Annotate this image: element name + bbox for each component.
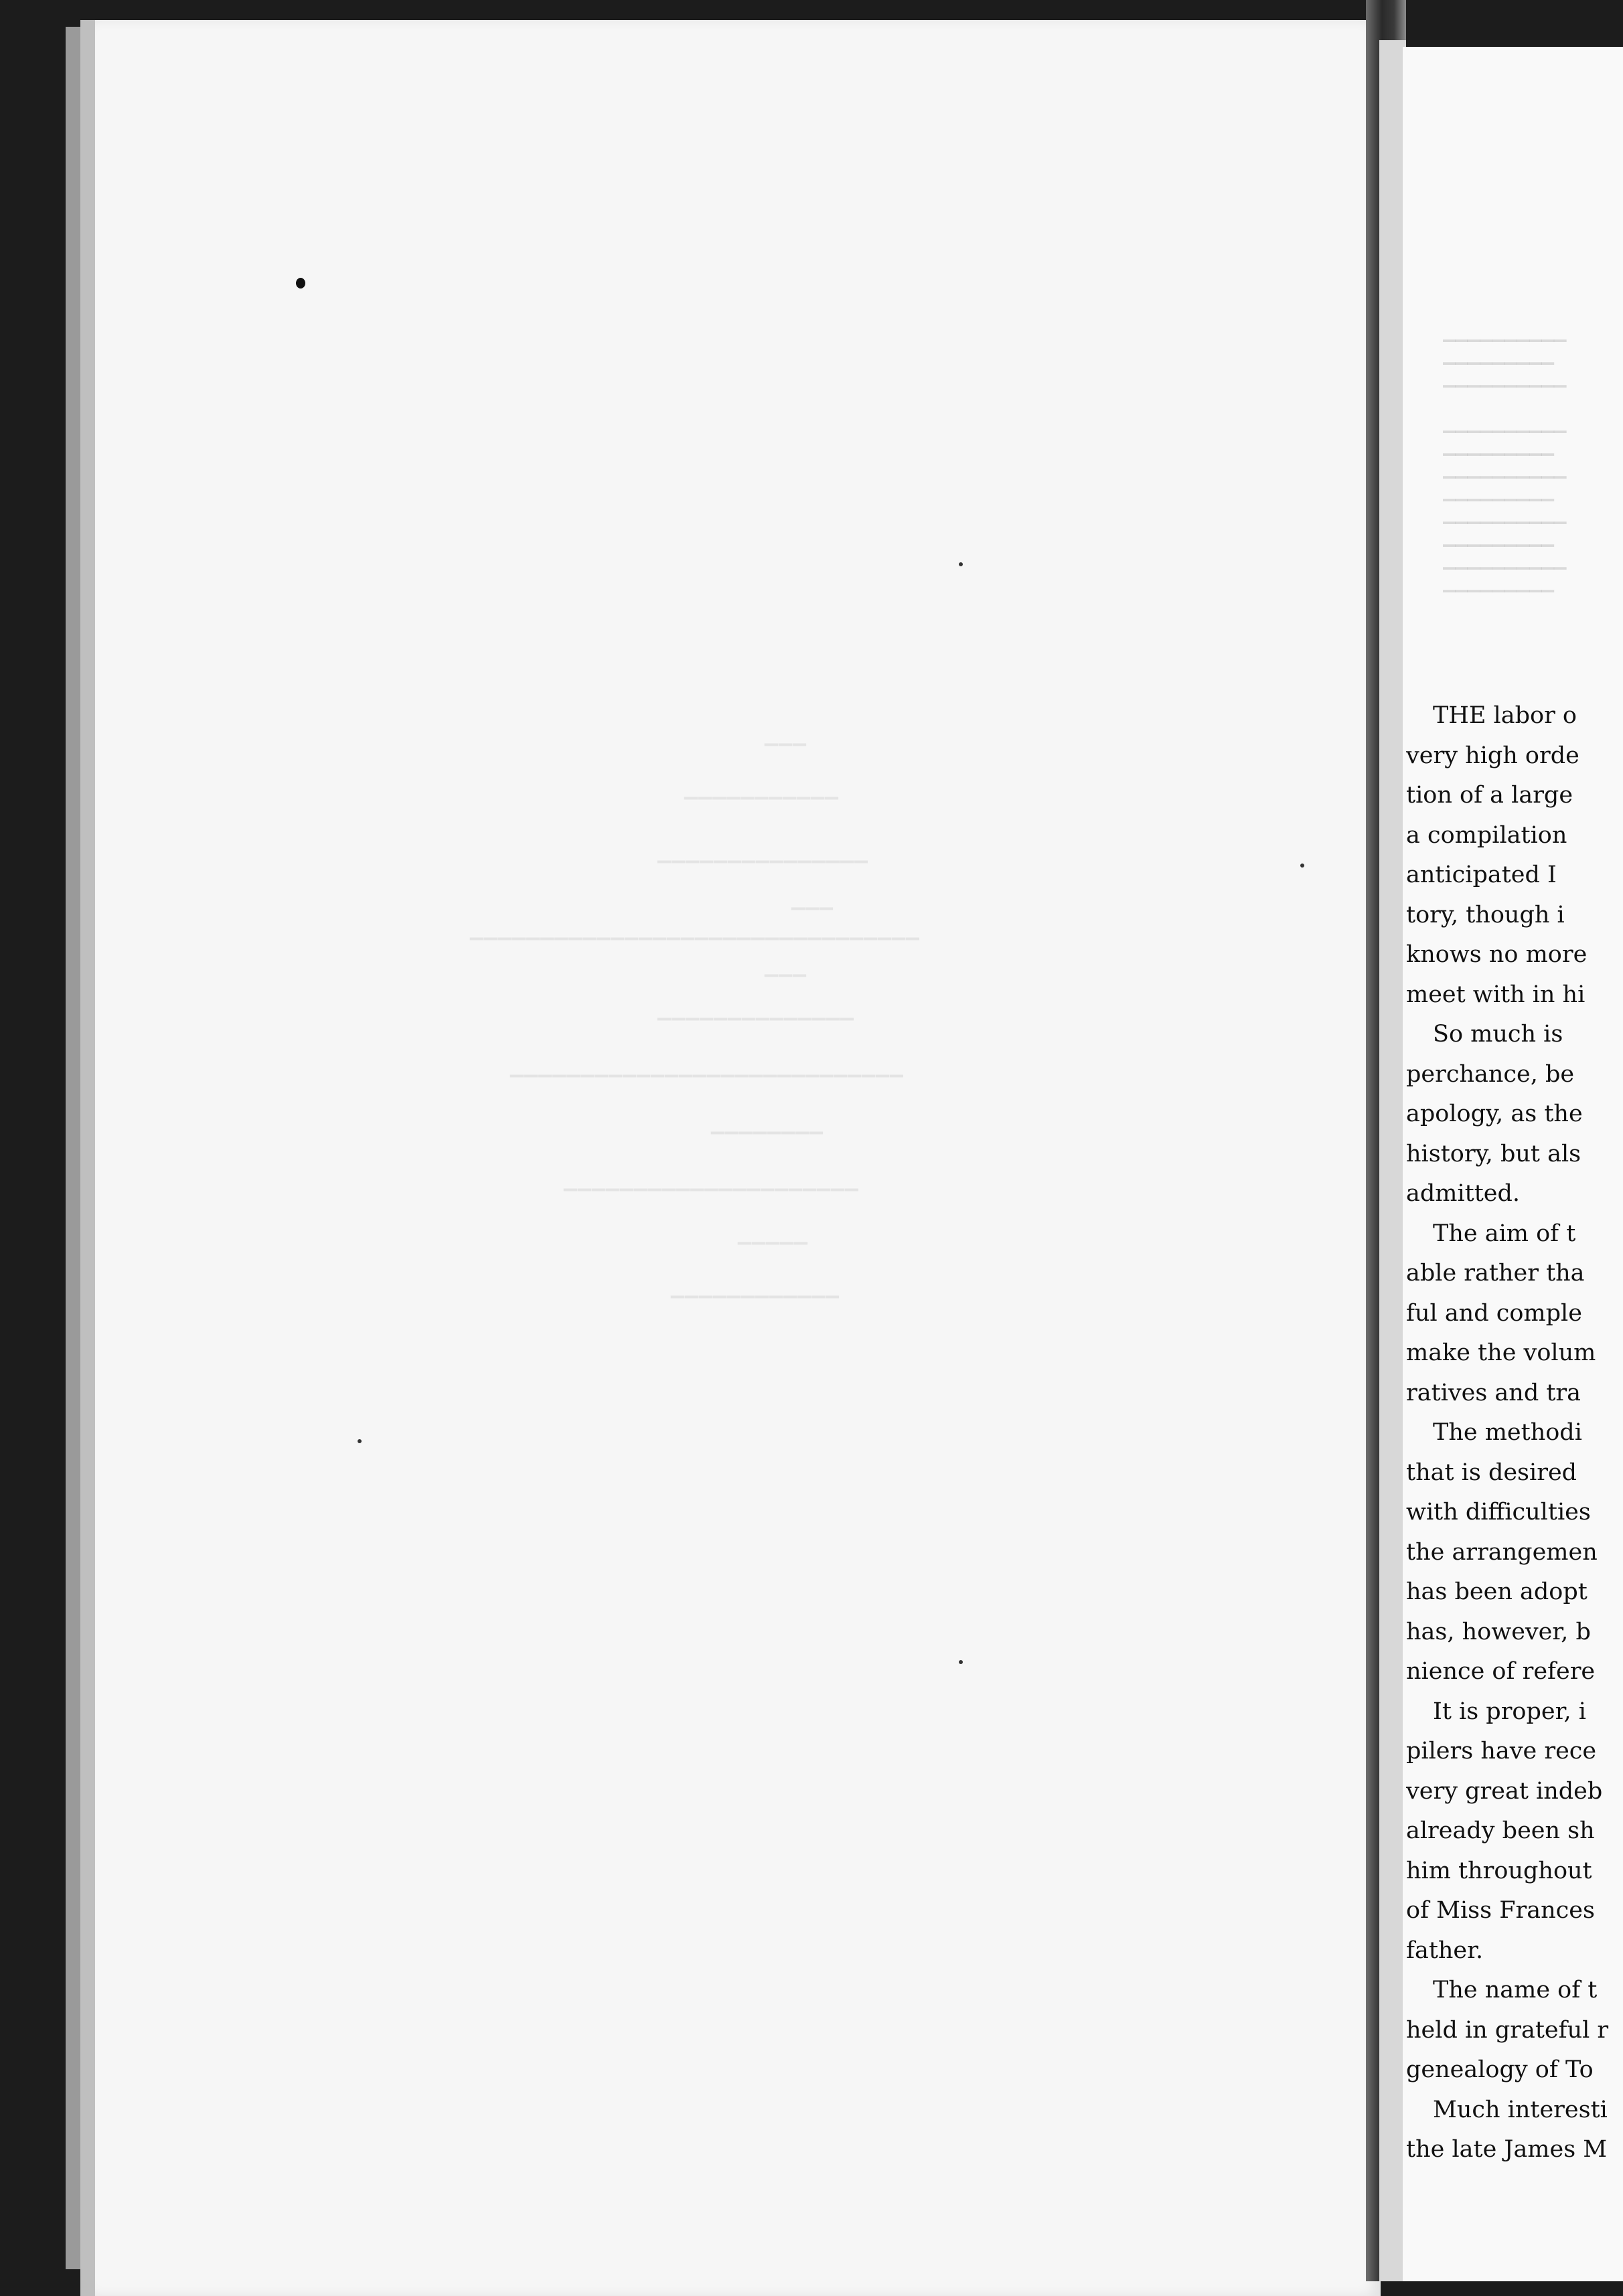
text-line: So much is (1433, 1021, 1563, 1048)
bleed-through-upper-right: ▁▁▁▁▁▁▁▁▁▁ ▁▁▁▁▁▁▁▁▁ ▁▁▁▁▁▁▁▁▁▁ ▁▁▁▁▁▁▁▁▁▁ ▁▁▁▁▁▁▁▁▁ ▁▁▁▁▁▁▁▁▁▁ ▁▁▁▁▁▁▁▁▁ ▁▁▁▁▁▁▁▁▁▁ ▁▁▁▁▁▁▁▁▁ ▁▁▁▁▁▁▁▁▁▁ ▁▁▁▁▁▁▁▁▁ (1443, 323, 1567, 592)
bleed-through-text: ▁▁▁▁▁▁▁▁▁▁▁▁ (671, 1279, 840, 1299)
ink-speck (959, 1660, 963, 1664)
text-line: make the volum (1406, 1339, 1596, 1366)
bleed-through-text: ▁▁▁▁▁▁▁▁▁▁▁ (684, 780, 839, 800)
bleed-through-text: ▁▁▁▁▁▁▁▁▁▁▁▁▁▁▁▁▁▁▁▁▁▁▁▁▁▁▁▁▁▁▁▁ (470, 920, 920, 940)
text-line: has, however, b (1406, 1618, 1591, 1645)
text-line: ratives and tra (1406, 1379, 1581, 1406)
text-line: a compilation (1406, 821, 1567, 849)
text-line: that is desired (1406, 1459, 1577, 1486)
text-line: the late James M (1406, 2136, 1608, 2163)
text-line: history, but als (1406, 1140, 1581, 1167)
preface-text-column (1406, 696, 1623, 2170)
bleed-through-text: ▁▁▁▁▁▁▁▁▁▁▁▁▁▁▁ (658, 843, 868, 864)
ink-speck (959, 562, 963, 566)
text-line: father. (1406, 1937, 1484, 1964)
text-line: perchance, be (1406, 1060, 1575, 1088)
bleed-through-text: ▁▁▁▁▁▁▁▁▁▁▁▁▁▁▁▁▁▁▁▁▁▁▁▁▁▁▁▁ (510, 1058, 904, 1078)
text-line: has been adopt (1406, 1578, 1588, 1605)
bleed-through-text: ▁▁▁ (791, 890, 834, 910)
text-line: anticipated I (1406, 862, 1557, 888)
text-line: genealogy of To (1406, 2056, 1594, 2083)
bleed-through-text: ▁▁▁▁▁▁▁▁▁▁▁▁▁▁▁▁▁▁▁▁▁ (564, 1171, 859, 1192)
text-line: meet with in hi (1406, 981, 1586, 1008)
bleed-through-text: ▁▁▁ (765, 957, 807, 977)
bleed-through-text: ▁▁▁▁▁▁▁▁▁▁▁▁▁▁ (658, 1001, 854, 1021)
ink-speck (1300, 864, 1304, 868)
text-line: with difficulties (1406, 1499, 1591, 1526)
bleed-through-text: ▁▁▁▁▁ (738, 1225, 808, 1245)
ink-speck (296, 278, 305, 289)
text-line: of Miss Frances (1406, 1897, 1595, 1924)
text-line: knows no more (1406, 941, 1588, 968)
text-line: It is proper, i (1433, 1698, 1586, 1725)
left-blank-page (80, 20, 1381, 2296)
text-line: The aim of t (1433, 1220, 1576, 1247)
text-line: very great indeb (1406, 1777, 1603, 1805)
bleed-through-text: ▁▁▁▁▁▁▁▁ (711, 1115, 824, 1135)
text-line: pilers have rece (1406, 1738, 1597, 1765)
bleed-through-text: ▁▁▁ (765, 726, 807, 746)
ink-speck (358, 1439, 362, 1443)
text-line: tory, though i (1406, 901, 1565, 928)
text-line: nience of refere (1406, 1658, 1596, 1685)
text-line: very high orde (1406, 742, 1579, 769)
text-line: able rather tha (1406, 1260, 1585, 1287)
text-line: The name of t (1433, 1977, 1598, 2003)
text-line: apology, as the (1406, 1100, 1583, 1127)
text-line: tion of a large (1406, 782, 1573, 809)
text-line: held in grateful r (1406, 2016, 1609, 2044)
text-line: The methodi (1433, 1419, 1582, 1446)
text-line: him throughout (1406, 1857, 1592, 1884)
text-line: admitted. (1406, 1180, 1521, 1207)
right-page-edge (1379, 40, 1406, 2281)
text-line: Much interesti (1433, 2096, 1608, 2123)
text-line: THE labor o (1433, 702, 1577, 729)
text-line: ful and comple (1406, 1299, 1582, 1327)
text-line: already been sh (1406, 1817, 1595, 1844)
text-line: the arrangemen (1406, 1538, 1598, 1566)
